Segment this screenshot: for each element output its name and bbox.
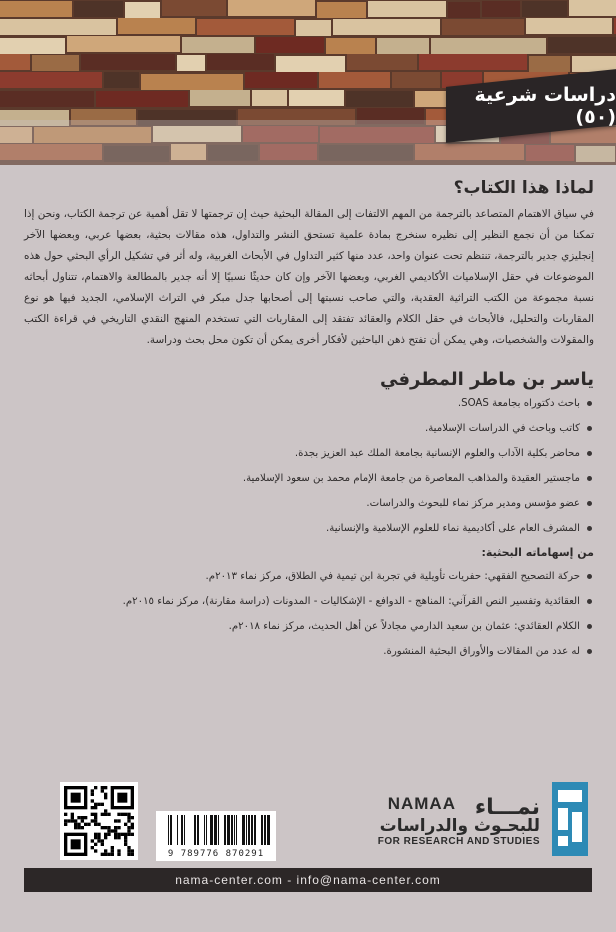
qr-module bbox=[64, 823, 67, 826]
qr-module bbox=[117, 819, 120, 822]
qr-module bbox=[131, 816, 134, 819]
qr-module bbox=[104, 853, 107, 856]
qr-module bbox=[77, 816, 80, 819]
qr-module bbox=[104, 826, 107, 829]
qr-module bbox=[104, 849, 107, 852]
contribution-item: الكلام العقائدي: عثمان بن سعيد الدارمي مجادلاً عن أهل الحديث، مركز نماء ٢٠١٨م. bbox=[24, 619, 580, 634]
qr-module bbox=[71, 813, 74, 816]
isbn-number: 9 789776 870291 bbox=[167, 849, 265, 859]
author-bio-list bbox=[24, 396, 594, 536]
book-spine bbox=[0, 91, 94, 107]
barcode-bar bbox=[264, 815, 266, 845]
book-spine bbox=[419, 54, 527, 70]
book-spine bbox=[81, 54, 175, 70]
qr-module bbox=[104, 809, 107, 812]
qr-module bbox=[117, 833, 120, 836]
book-spine bbox=[522, 1, 567, 17]
book-spine bbox=[431, 38, 546, 54]
author-name: ياسر بن ماطر المطرفي bbox=[380, 369, 594, 390]
qr-module bbox=[97, 833, 100, 836]
qr-module bbox=[131, 823, 134, 826]
barcode-bar bbox=[246, 815, 247, 845]
qr-module bbox=[91, 819, 94, 822]
qr-module bbox=[71, 816, 74, 819]
qr-module bbox=[114, 833, 117, 836]
qr-module bbox=[74, 819, 77, 822]
qr-module bbox=[91, 839, 94, 842]
book-spine bbox=[377, 38, 429, 54]
book-spine bbox=[548, 37, 616, 53]
contributions-list bbox=[24, 569, 594, 659]
qr-module bbox=[97, 803, 100, 806]
qr-module bbox=[94, 786, 97, 789]
contribution-item: له عدد من المقالات والأوراق البحثية المنشورة. bbox=[24, 644, 580, 659]
book-spine bbox=[529, 56, 570, 72]
qr-module bbox=[111, 849, 114, 852]
book-spine bbox=[333, 19, 440, 35]
qr-module bbox=[91, 806, 94, 809]
qr-module bbox=[77, 823, 80, 826]
qr-module bbox=[91, 799, 94, 802]
qr-module bbox=[107, 853, 110, 856]
qr-module bbox=[91, 813, 94, 816]
qr-module bbox=[104, 836, 107, 839]
book-spine bbox=[197, 19, 294, 35]
qr-module bbox=[124, 839, 127, 842]
qr-module bbox=[121, 813, 124, 816]
bio-item: كاتب وباحث في الدراسات الإسلامية. bbox=[24, 421, 580, 436]
barcode-bar bbox=[206, 815, 207, 845]
bio-item: ماجستير العقيدة والمذاهب المعاصرة من جامعة الإمام محمد بن سعود الإسلامية. bbox=[24, 471, 580, 486]
book-spine bbox=[104, 72, 139, 88]
barcode-bar bbox=[227, 815, 230, 845]
book-spine bbox=[256, 37, 324, 53]
barcode-bar bbox=[251, 815, 253, 845]
qr-module bbox=[107, 829, 110, 832]
qr-module bbox=[101, 786, 104, 789]
qr-module bbox=[117, 813, 120, 816]
qr-module bbox=[131, 826, 134, 829]
qr-module bbox=[97, 823, 100, 826]
qr-module bbox=[117, 849, 120, 852]
barcode-bar bbox=[168, 815, 169, 845]
qr-module bbox=[84, 823, 87, 826]
book-spine bbox=[0, 19, 116, 35]
qr-module bbox=[124, 833, 127, 836]
book-spine bbox=[125, 2, 160, 18]
publisher-subtitle-en: FOR RESEARCH AND STUDIES bbox=[377, 836, 540, 847]
bio-item: باحث دكتوراه بجامعة SOAS. bbox=[24, 396, 580, 411]
publisher-name-en: NAMAA bbox=[387, 794, 456, 813]
book-spine bbox=[569, 0, 616, 16]
bio-item: محاضر بكلية الآداب والعلوم الإنسانية بجامعة الملك عبد العزيز بجدة. bbox=[24, 446, 580, 461]
description bbox=[24, 204, 594, 351]
barcode-bar bbox=[248, 815, 250, 845]
book-spine bbox=[228, 0, 315, 16]
qr-module bbox=[127, 819, 130, 822]
qr-module bbox=[94, 819, 97, 822]
qr-module bbox=[124, 836, 127, 839]
qr-module bbox=[127, 816, 130, 819]
qr-module bbox=[91, 789, 94, 792]
qr-module bbox=[94, 833, 97, 836]
qr-module bbox=[94, 806, 97, 809]
publisher-name-ar-sub: للبحـوث والدراسات bbox=[379, 816, 540, 836]
book-spine bbox=[67, 36, 180, 52]
description-paragraph: في سياق الاهتمام المتصاعد بالترجمة من المهم الالتفات إلى المقالة البحثية حيث إن ترجمتها لا تقل أهمية عن ترجمة الكتاب، ونحن إذا تمكنا من أن نجمع النظير إلى نظيره سنخرج بمادة علمية تستحق النشر والتداول، هذه مقالات بحثية، بعضها عربي، وبعضها الآخر إنجليزي جدير بالترجمة، تنتظم تحت عنوان واحد، عدد منها كثير التداول في الأبحاث الغربية، وله أثر في تشكيل الرأي البحثي حول هذه الموضوعات في حقل الإسلاميات الأكاديمي الغربي، وبعضها الآخر وإن كان حديثًا نسبيًا إلا أنه جدير بالمطالعة والاهتمام، تتناول أبحاثه نسبة مجموعة من الكتب التراثية العقدية، والتي صاحب نسبتها إلى أصحابها جدل مبكر في التراث الإسلامي، الجديد فيها هو نوع المقاربات والتحليل، فالأبحاث في حقل الكلام والعقائد تفتقد إلى المقاربات التي تستخدم المنهج النقدي التاريخي في قراءة الكتب والمقولات والشخصيات، وهي يمكن أن تفتح ذهن الباحثين لأفكار أخرى يمكن أن تكون محل بحث ودراسة. bbox=[24, 208, 594, 346]
book-spine bbox=[141, 74, 243, 90]
qr-module bbox=[124, 823, 127, 826]
qr-module bbox=[101, 853, 104, 856]
qr-module bbox=[91, 793, 94, 796]
qr-module bbox=[131, 853, 134, 856]
book-spine bbox=[448, 2, 480, 18]
qr-module bbox=[64, 819, 67, 822]
book-spine bbox=[177, 55, 205, 71]
qr-module bbox=[124, 813, 127, 816]
qr-module bbox=[101, 826, 104, 829]
barcode-bar bbox=[210, 815, 213, 845]
qr-module bbox=[114, 826, 117, 829]
book-spine bbox=[207, 54, 274, 70]
qr-module bbox=[81, 819, 84, 822]
question-title: لماذا هذا الكتاب؟ bbox=[453, 178, 594, 198]
qr-module bbox=[127, 833, 130, 836]
book-spine bbox=[526, 18, 612, 34]
contribution-item: العقائدية وتفسير النص القرآني: المناهج - الدوافع - الإشكاليات - المدونات (دراسة مقارنة)، مركز نماء ٢٠١٥م. bbox=[24, 594, 580, 609]
qr-module bbox=[97, 839, 100, 842]
qr-module bbox=[104, 793, 107, 796]
book-spine bbox=[0, 54, 30, 70]
book-spine bbox=[346, 91, 413, 107]
barcode-bar bbox=[197, 815, 199, 845]
barcode-bar bbox=[181, 815, 183, 845]
book-spine bbox=[482, 1, 520, 17]
content bbox=[24, 178, 594, 669]
qr-module bbox=[104, 833, 107, 836]
qr-module bbox=[124, 843, 127, 846]
book-spine bbox=[442, 19, 524, 35]
qr-module bbox=[94, 813, 97, 816]
barcode-bar bbox=[234, 815, 235, 845]
book-spine bbox=[0, 1, 72, 17]
qr-finder bbox=[71, 793, 81, 803]
book-spine bbox=[252, 90, 287, 106]
book-spine bbox=[162, 0, 226, 16]
book-spine bbox=[392, 72, 440, 88]
barcode-bar bbox=[218, 815, 219, 845]
qr-module bbox=[77, 826, 80, 829]
book-spine bbox=[245, 72, 317, 88]
qr-module bbox=[127, 826, 130, 829]
qr-module bbox=[127, 846, 130, 849]
barcode-bar bbox=[231, 815, 233, 845]
qr-module bbox=[81, 826, 84, 829]
barcode-bar bbox=[254, 815, 256, 845]
namaa-logo-icon bbox=[552, 782, 588, 856]
qr-module bbox=[91, 846, 94, 849]
qr-finder bbox=[71, 839, 81, 849]
qr-module bbox=[131, 833, 134, 836]
publisher-name-ar: نمـــاء bbox=[474, 795, 540, 820]
barcode-bar bbox=[194, 815, 196, 845]
book-spine bbox=[276, 56, 345, 72]
qr-module bbox=[111, 829, 114, 832]
book-spine bbox=[326, 38, 375, 54]
qr-code bbox=[60, 782, 138, 860]
series-label: دراسات شرعية (٥٠) bbox=[474, 84, 616, 128]
qr-module bbox=[127, 849, 130, 852]
qr-module bbox=[111, 846, 114, 849]
book-spine bbox=[0, 38, 65, 54]
book-spine bbox=[118, 18, 195, 34]
qr-module bbox=[97, 836, 100, 839]
barcode-bar bbox=[177, 815, 178, 845]
book-spine bbox=[0, 72, 102, 88]
barcode-bar bbox=[204, 815, 205, 845]
bio-item: المشرف العام على أكاديمية نماء للعلوم الإسلامية والإنسانية. bbox=[24, 521, 580, 536]
contribution-item: حركة التصحيح الفقهي: حفريات تأويلية في تجربة ابن تيمية في الطلاق، مركز نماء ٢٠١٣م. bbox=[24, 569, 580, 584]
qr-module bbox=[101, 789, 104, 792]
book-spine bbox=[74, 1, 123, 17]
barcode-bar bbox=[267, 815, 270, 845]
barcode-bar bbox=[214, 815, 217, 845]
qr-module bbox=[101, 839, 104, 842]
qr-module bbox=[94, 843, 97, 846]
qr-module bbox=[94, 823, 97, 826]
qr-module bbox=[117, 836, 120, 839]
book-spine bbox=[319, 72, 390, 88]
qr-module bbox=[131, 849, 134, 852]
barcode-bar bbox=[170, 815, 172, 845]
qr-module bbox=[114, 836, 117, 839]
barcode-bar bbox=[184, 815, 185, 845]
qr-module bbox=[127, 813, 130, 816]
qr-module bbox=[111, 853, 114, 856]
barcode-bar bbox=[242, 815, 245, 845]
barcode-bar bbox=[261, 815, 263, 845]
qr-module bbox=[104, 813, 107, 816]
contributions-title: من إسهاماته البحثية: bbox=[481, 546, 594, 559]
qr-module bbox=[127, 853, 130, 856]
book-spine bbox=[190, 90, 250, 106]
qr-module bbox=[121, 833, 124, 836]
qr-pattern bbox=[64, 786, 134, 856]
book-spine bbox=[347, 54, 417, 70]
book-spine bbox=[96, 91, 188, 107]
qr-module bbox=[104, 786, 107, 789]
qr-module bbox=[101, 803, 104, 806]
barcode-bar bbox=[236, 815, 237, 845]
qr-module bbox=[104, 796, 107, 799]
barcode-bar bbox=[224, 815, 226, 845]
qr-module bbox=[117, 853, 120, 856]
barcode-bars bbox=[156, 811, 276, 847]
qr-module bbox=[117, 826, 120, 829]
qr-module bbox=[94, 849, 97, 852]
qr-module bbox=[107, 813, 110, 816]
qr-module bbox=[94, 836, 97, 839]
qr-module bbox=[74, 823, 77, 826]
book-spine bbox=[317, 2, 366, 18]
footer-contact: nama-center.com - info@nama-center.com bbox=[24, 868, 592, 892]
qr-module bbox=[127, 829, 130, 832]
qr-module bbox=[107, 826, 110, 829]
qr-module bbox=[114, 819, 117, 822]
book-spine bbox=[289, 90, 344, 106]
qr-module bbox=[64, 813, 67, 816]
qr-module bbox=[114, 829, 117, 832]
book-spine bbox=[182, 37, 254, 53]
qr-module bbox=[84, 816, 87, 819]
qr-finder bbox=[117, 793, 127, 803]
qr-module bbox=[71, 819, 74, 822]
book-spine bbox=[368, 1, 446, 17]
bio-item: عضو مؤسس ومدير مركز نماء للبحوث والدراسات. bbox=[24, 496, 580, 511]
qr-module bbox=[101, 813, 104, 816]
namaa-logo-mark bbox=[552, 782, 588, 856]
qr-module bbox=[67, 819, 70, 822]
qr-module bbox=[94, 816, 97, 819]
book-spine bbox=[32, 55, 79, 71]
qr-module bbox=[74, 826, 77, 829]
qr-module bbox=[107, 833, 110, 836]
isbn-barcode bbox=[156, 811, 276, 861]
qr-module bbox=[81, 816, 84, 819]
qr-module bbox=[94, 803, 97, 806]
qr-module bbox=[87, 823, 90, 826]
qr-module bbox=[101, 843, 104, 846]
book-spine bbox=[296, 20, 331, 36]
